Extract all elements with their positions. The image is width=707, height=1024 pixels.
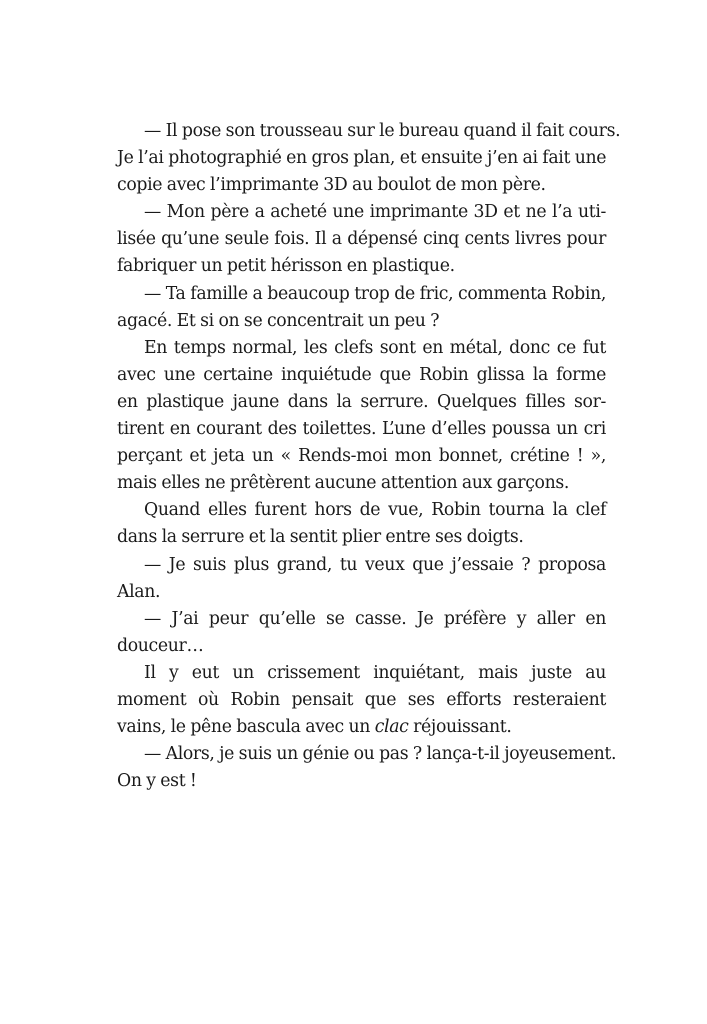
text-line bbox=[117, 714, 606, 741]
italic-word: clac bbox=[374, 717, 409, 738]
paragraph bbox=[117, 497, 606, 551]
paragraph bbox=[117, 199, 606, 280]
text-line: En temps normal, les clefs sont en métal, donc ce fut bbox=[144, 337, 606, 358]
paragraph bbox=[117, 281, 606, 335]
text-line: mais elles ne prêtèrent aucune attention aux garçons. bbox=[117, 473, 570, 494]
paragraph bbox=[117, 335, 606, 498]
text-line: perçant et jeta un « Rends-moi mon bonnet, crétine ! », bbox=[117, 446, 606, 467]
text-line: Alan. bbox=[117, 581, 161, 602]
text-line: Je l’ai photographié en gros plan, et ensuite j’en ai fait une bbox=[117, 148, 607, 169]
text-line: dans la serrure et la sentit plier entre ses doigts. bbox=[117, 527, 524, 548]
text-run: réjouissant. bbox=[408, 717, 512, 738]
text-line: agacé. Et si on se concentrait un peu ? bbox=[117, 310, 440, 331]
text-line: copie avec l’imprimante 3D au boulot de mon père. bbox=[117, 175, 546, 196]
text-line: tirent en courant des toilettes. L’une d’elles poussa un cri bbox=[117, 419, 606, 440]
text-line: — Ta famille a beaucoup trop de fric, commenta Robin, bbox=[144, 283, 606, 304]
text-line: — J’ai peur qu’elle se casse. Je préfère y aller en bbox=[144, 608, 606, 629]
paragraph bbox=[117, 660, 606, 741]
paragraph bbox=[117, 606, 606, 660]
text-line: — Mon père a acheté une imprimante 3D et ne l’a uti- bbox=[144, 202, 606, 223]
text-line: On y est ! bbox=[117, 771, 197, 792]
text-line: fabriquer un petit hérisson en plastique. bbox=[117, 256, 455, 277]
book-page-text bbox=[117, 118, 621, 795]
text-line: — Alors, je suis un génie ou pas ? lança-t-il joyeusement. bbox=[144, 744, 617, 765]
paragraph bbox=[117, 552, 606, 606]
text-line: lisée qu’une seule fois. Il a dépensé cinq cents livres pour bbox=[117, 229, 606, 250]
text-line: moment où Robin pensait que ses efforts resteraient bbox=[117, 689, 606, 710]
text-line: — Je suis plus grand, tu veux que j’essaie ? proposa bbox=[144, 554, 606, 575]
paragraph bbox=[117, 741, 617, 795]
text-line: douceur… bbox=[117, 635, 204, 656]
text-line: Quand elles furent hors de vue, Robin tourna la clef bbox=[144, 500, 606, 521]
text-line: Il y eut un crissement inquiétant, mais juste au bbox=[144, 662, 606, 683]
text-line: — Il pose son trousseau sur le bureau quand il fait cours. bbox=[144, 121, 621, 141]
text-line: en plastique jaune dans la serrure. Quelques filles sor- bbox=[117, 391, 606, 412]
paragraph bbox=[117, 118, 621, 199]
text-run: vains, le pêne bascula avec un bbox=[117, 717, 375, 738]
text-line: avec une certaine inquiétude que Robin glissa la forme bbox=[117, 364, 606, 385]
